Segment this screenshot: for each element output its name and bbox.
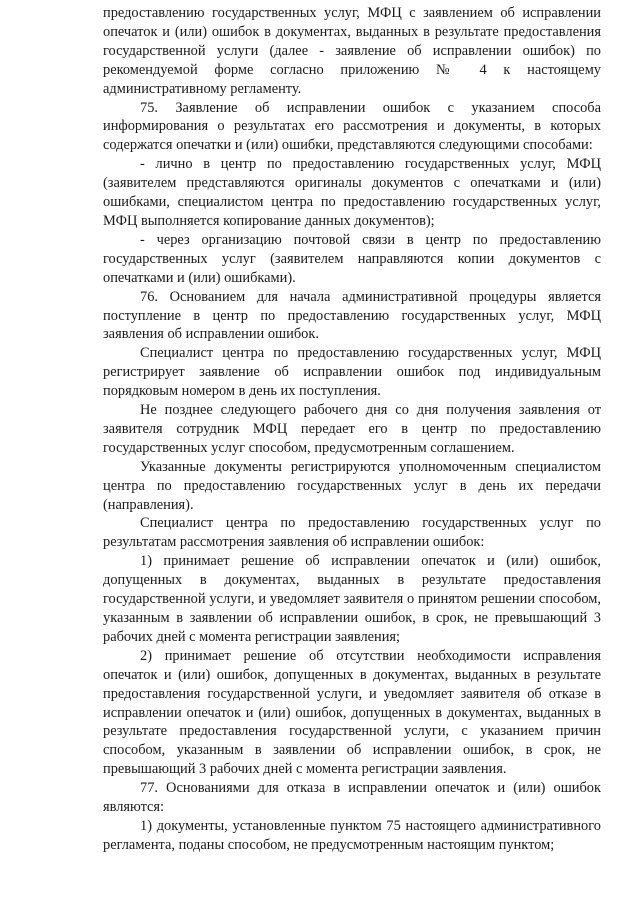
paragraph-registration: Специалист центра по предоставлению государственных услуг, МФЦ регистрирует заявление об исправлении ошибок под индивидуальным порядковым номером в день их поступления. <box>103 345 601 400</box>
paragraph-77-item-1: 1) документы, установленные пунктом 75 настоящего административного регламента, поданы способом, не предусмотренным настоящим пунктом; <box>103 817 601 853</box>
paragraph-76: 76. Основанием для начала административной процедуры является поступление в центр по предоставлению государственных услуг, МФЦ заявления об исправлении ошибок. <box>103 288 601 343</box>
document-body <box>103 4 601 855</box>
paragraph-continuation: предоставлению государственных услуг, МФЦ с заявлением об исправлении опечаток и (или) ошибок в документах, выданных в результате предоставления государственной услуги (далее - заявление об исправлении ошибок) по рекомендуемой форме согласно приложению № 4 к настоящему административному регламенту. <box>103 5 601 97</box>
paragraph-transfer: Не позднее следующего рабочего дня со дня получения заявления от заявителя сотрудник МФЦ передает его в центр по предоставлению государственных услуг способом, предусмотренным соглашением. <box>103 402 601 456</box>
paragraph-documents-registered: Указанные документы регистрируются уполномоченным специалистом центра по предоставлению государственных услуг в день их передачи (направления). <box>103 458 601 513</box>
paragraph-75-by-mail: - через организацию почтовой связи в центр по предоставлению государственных услуг (заявителем направляются копии документов с опечатками и (или) ошибками). <box>103 231 601 286</box>
paragraph-decision-refuse: 2) принимает решение об отсутствии необходимости исправления опечаток и (или) ошибок, допущенных в документах, выданных в результате предоставления государственной услуги, и уведомляет заявителя об отказе в исправлении опечаток и (или) ошибок, допущенных в документах, выданных в результате предоставления государственной услуги, с указанием причин способом, указанным в заявлении об исправлении ошибок, в срок, не превышающий 3 рабочих дней с момента регистрации заявления. <box>103 647 601 778</box>
paragraph-75-in-person: - лично в центр по предоставлению государственных услуг, МФЦ (заявителем представляются оригиналы документов с опечатками и (или) ошибками, специалистом центра по предоставлению государственных услуг, МФЦ выполняется копирование данных документов); <box>103 156 601 229</box>
paragraph-review-results: Специалист центра по предоставлению государственных услуг по результатам рассмотрения заявления об исправлении ошибок: <box>103 515 601 551</box>
paragraph-decision-correct: 1) принимает решение об исправлении опечаток и (или) ошибок, допущенных в документах, выданных в результате предоставления государственной услуги, и уведомляет заявителя о принятом решении способом, указанным в заявлении об исправлении ошибок, в срок, не превышающий 3 рабочих дней с момента регистрации заявления; <box>103 553 601 645</box>
paragraph-77: 77. Основаниями для отказа в исправлении опечаток и (или) ошибок являются: <box>103 780 601 816</box>
paragraph-75: 75. Заявление об исправлении ошибок с указанием способа информирования о результатах его рассмотрения и документы, в которых содержатся опечатки и (или) ошибки, представляются следующими способами: <box>103 99 601 154</box>
